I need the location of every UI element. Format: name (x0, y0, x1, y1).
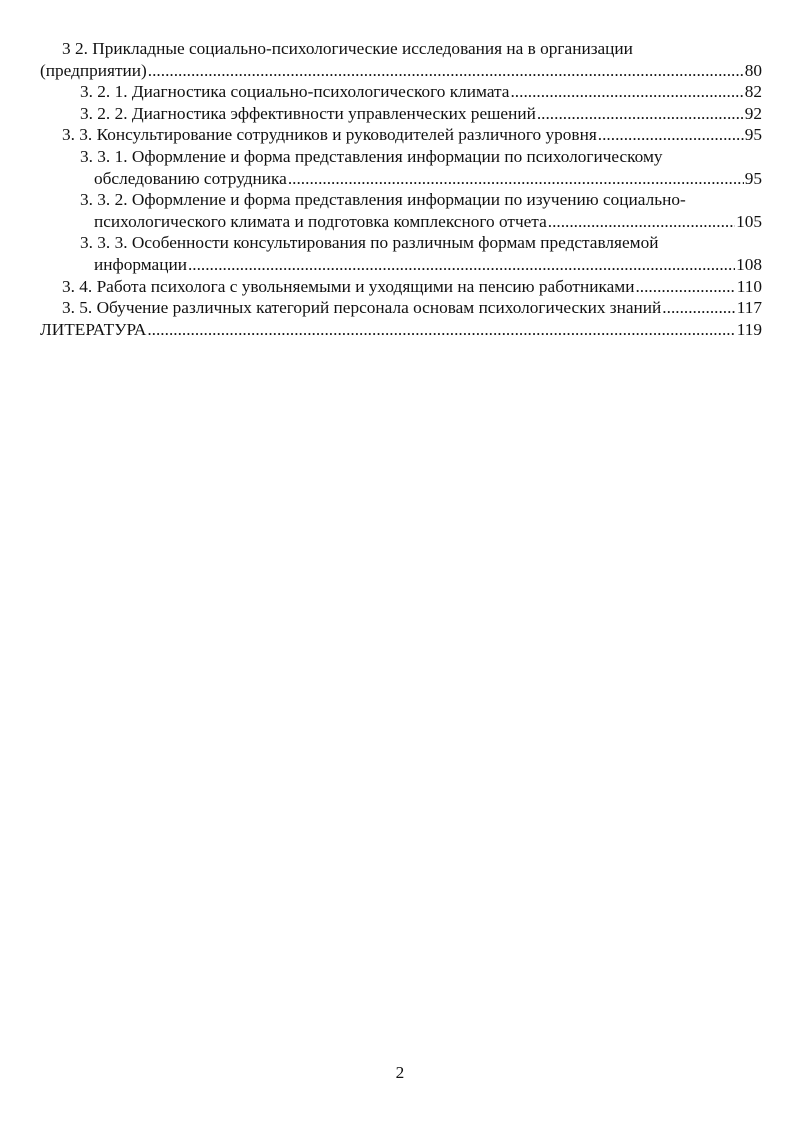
dot-leader (288, 168, 744, 190)
toc-leader-line (62, 276, 762, 298)
toc-entry-3-3-3[interactable] (40, 232, 762, 275)
toc-entry-3-4[interactable] (40, 276, 762, 298)
toc-page-number: 110 (736, 276, 762, 296)
toc-entry-title: 3 2. Прикладные социально-психологические исследования на в организации (62, 39, 633, 58)
dot-leader (548, 211, 735, 233)
toc-page-number: 80 (744, 60, 762, 80)
toc-entry-3-2[interactable] (40, 38, 762, 81)
table-of-contents (40, 38, 762, 340)
toc-entry-title-cont: обследованию сотрудника (94, 168, 287, 188)
dot-leader (537, 103, 744, 125)
toc-leader-line (94, 211, 762, 233)
toc-entry-title: 3. 5. Обучение различных категорий персонала основам психологических знаний (62, 298, 662, 318)
toc-page-number: 82 (744, 82, 762, 102)
toc-leader-line (40, 319, 762, 341)
page-number: 2 (395, 1063, 405, 1082)
dot-leader (598, 124, 744, 146)
toc-entry-title: 3. 3. 3. Особенности консультирования по различным формам представляемой (80, 233, 659, 253)
toc-page-number: 95 (744, 125, 762, 145)
toc-page-number: 108 (736, 254, 762, 274)
toc-leader-line (94, 254, 762, 276)
toc-leader-line (62, 124, 762, 146)
toc-leader-line (80, 103, 762, 125)
toc-leader-line (40, 60, 762, 82)
toc-entry-title: ЛИТЕРАТУРА (40, 319, 147, 339)
toc-leader-line (80, 81, 762, 103)
dot-leader (148, 60, 744, 82)
dot-leader (147, 319, 735, 341)
toc-entry-title: 3. 4. Работа психолога с увольняемыми и уходящими на пенсию работниками (62, 276, 635, 296)
toc-entry-3-3-2[interactable] (40, 189, 762, 232)
toc-page-number: 105 (736, 211, 762, 231)
dot-leader (635, 276, 735, 298)
toc-entry-3-2-2[interactable] (40, 103, 762, 125)
toc-page-number: 95 (744, 168, 762, 188)
toc-entry-3-5[interactable] (40, 297, 762, 319)
toc-entry-3-3-1[interactable] (40, 146, 762, 189)
toc-leader-line (62, 297, 762, 319)
toc-page-number: 119 (736, 319, 762, 339)
dot-leader (188, 254, 735, 276)
toc-entry-title-cont: психологического климата и подготовка комплексного отчета (94, 211, 547, 231)
toc-page-number: 92 (744, 103, 762, 123)
toc-page-number: 117 (736, 298, 762, 318)
toc-entry-title: 3. 2. 2. Диагностика эффективности управленческих решений (80, 103, 536, 123)
toc-entry-title-cont: информации (94, 254, 187, 274)
toc-entry-title: 3. 3. Консультирование сотрудников и руководителей различного уровня (62, 125, 597, 145)
toc-entry-literature[interactable] (40, 319, 762, 341)
toc-entry-title: 3. 2. 1. Диагностика социально-психологического климата (80, 82, 510, 102)
toc-entry-title: 3. 3. 1. Оформление и форма представления информации по психологическому (80, 146, 663, 166)
dot-leader (510, 81, 743, 103)
toc-entry-3-2-1[interactable] (40, 81, 762, 103)
toc-entry-3-3[interactable] (40, 124, 762, 146)
toc-entry-title: 3. 3. 2. Оформление и форма представления информации по изучению социально- (80, 190, 686, 210)
dot-leader (662, 297, 735, 319)
toc-leader-line (94, 168, 762, 190)
toc-entry-title-cont: (предприятии) (40, 60, 147, 80)
